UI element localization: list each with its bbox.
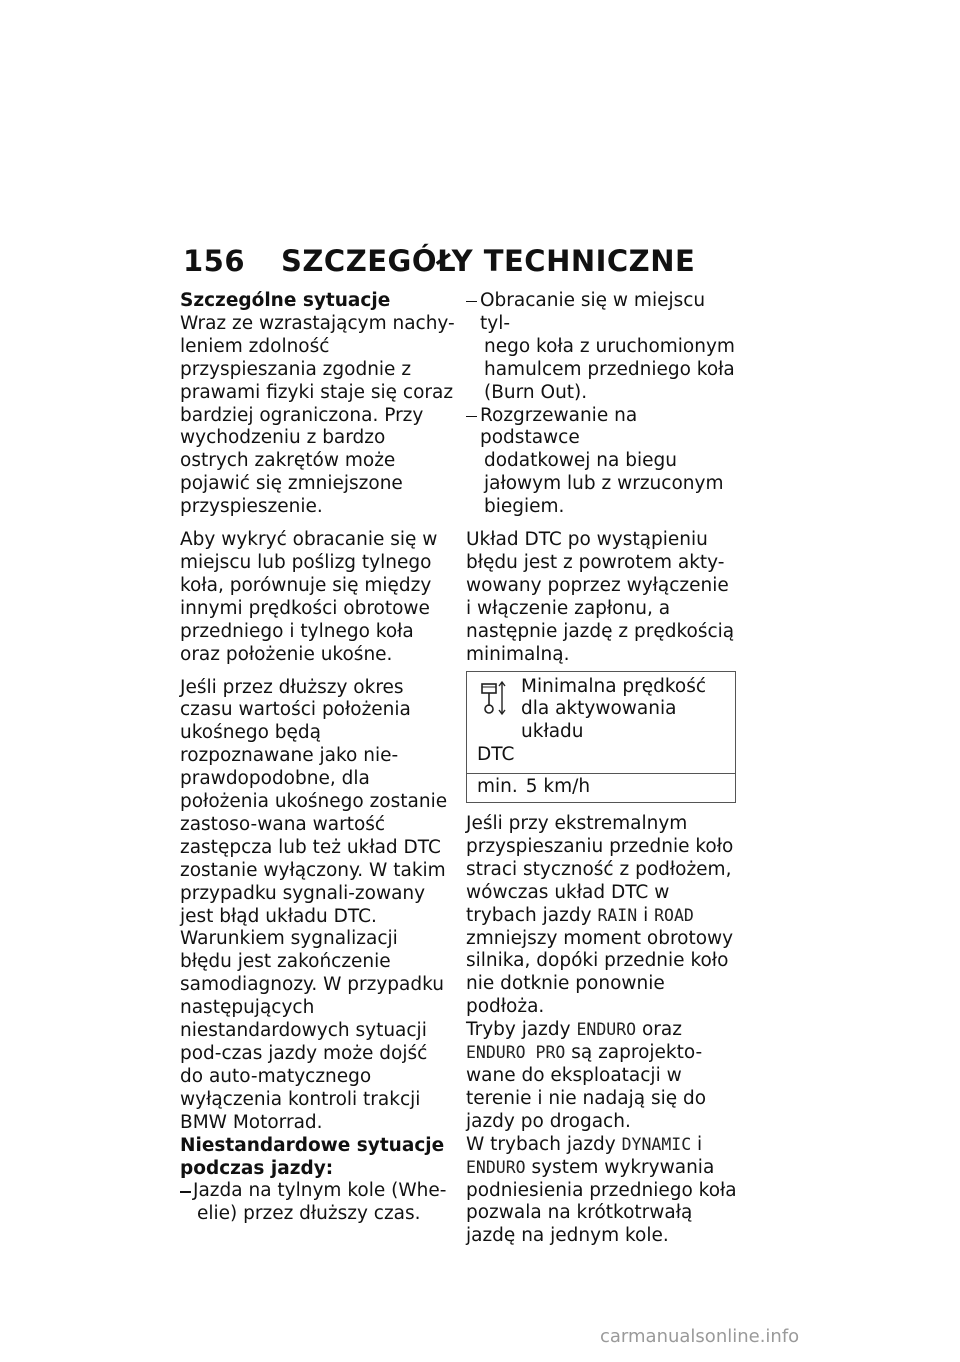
engine-piston-icon bbox=[479, 680, 507, 718]
spec-label: Minimalna prędkość dla aktywowania układu bbox=[521, 675, 707, 743]
left-column bbox=[180, 290, 455, 1226]
mode-enduro-pro: ENDURO PRO bbox=[466, 1043, 566, 1063]
paragraph-wheel-slip: Aby wykryć obracanie się w miejscu lub poślizg tylnego koła, porównuje się między innymi prędkości obrotowe przedniego i tylnego koła oraz położenie ukośne. bbox=[180, 529, 438, 665]
mode-enduro: ENDURO bbox=[576, 1020, 637, 1040]
page-number: 156 bbox=[183, 244, 246, 278]
watermark: carmanualsonline.info bbox=[600, 1326, 800, 1347]
mode-enduro-2: ENDURO bbox=[466, 1157, 526, 1177]
mode-road: ROAD bbox=[654, 905, 694, 925]
spec-box-min-speed bbox=[466, 671, 736, 804]
right-column bbox=[466, 290, 738, 1248]
spec-value-row bbox=[467, 773, 735, 802]
mode-dynamic: DYNAMIC bbox=[621, 1134, 692, 1154]
spec-value: 5 km/h bbox=[525, 776, 591, 798]
list-item-warmup: Rozgrzewanie na podstawce dodatkowej na biegu jałowym lub z wrzuconym biegiem. bbox=[466, 405, 738, 520]
spec-min-label: min. bbox=[477, 776, 518, 798]
list-item-burnout: Obracanie się w miejscu tyl- nego koła z uruchomionym hamulcem przedniego koła (Burn Out). bbox=[466, 290, 738, 405]
list-item-wheelie: Jazda na tylnym kole (Whe- elie) przez dłuższy czas. bbox=[180, 1180, 455, 1226]
section-heading-unusual: Niestandardowe sytuacje podczas jazdy: bbox=[180, 1134, 445, 1179]
paragraph-front-wheel-lift: Jeśli przy ekstremalnym przyspieszaniu przednie koło straci styczność z podłożem, wówczas układ DTC w trybach jazdy RAIN i ROAD zmniejszy moment obrotowy silnika, dopóki przednie koło nie dotknie ponownie podłoża. bbox=[466, 813, 734, 1018]
paragraph-dtc-reactivation: Układ DTC po wystąpieniu błędu jest z powrotem akty-wowany poprzez wyłączenie i włączenie zapłonu, a następnie jazdę z prędkością minimalną. bbox=[466, 529, 735, 665]
mode-rain: RAIN bbox=[597, 905, 638, 925]
paragraph-lean-acceleration: Wraz ze wzrastającym nachy-leniem zdolność przyspieszania zgodnie z prawami fizyki staje się coraz bardziej ograniczona. Przy wychodzeniu z bardzo ostrych zakrętów może pojawić się zmniejszone przyspieszenie. bbox=[180, 312, 455, 518]
page-header bbox=[183, 244, 803, 278]
paragraph-implausible-values: Jeśli przez dłuższy okres czasu wartości położenia ukośnego będą rozpoznawane jako nie-prawdopodobne, dla położenia ukośnego zostanie zastoso-wana wartość zastępcza lub też układ DTC zostanie wyłączony. W takim przypadku sygnali-zowany jest błąd układu DTC. Warunkiem sygnalizacji błędu jest zakończenie samodiagnozy. W przypadku następujących niestandardowych sytuacji pod-czas jazdy może dojść do auto-matycznego wyłączenia kontroli trakcji BMW Motorrad. bbox=[180, 676, 448, 1133]
section-heading-special: Szczególne sytuacje bbox=[180, 290, 391, 311]
paragraph-enduro-modes: Tryby jazdy ENDURO oraz ENDURO PRO są zaprojekto-wane do eksploatacji w terenie i nie nadają się do jazdy po drogach. bbox=[466, 1019, 707, 1132]
page-title: SZCZEGÓŁY TECHNICZNE bbox=[281, 244, 696, 278]
spec-label-tail: DTC bbox=[477, 744, 515, 766]
spec-box-header bbox=[467, 672, 735, 774]
paragraph-wheelie-detection: W trybach jazdy DYNAMIC i ENDURO system wykrywania podniesienia przedniego koła pozwala na krótkotrwałą jazdę na jednym kole. bbox=[466, 1133, 737, 1247]
